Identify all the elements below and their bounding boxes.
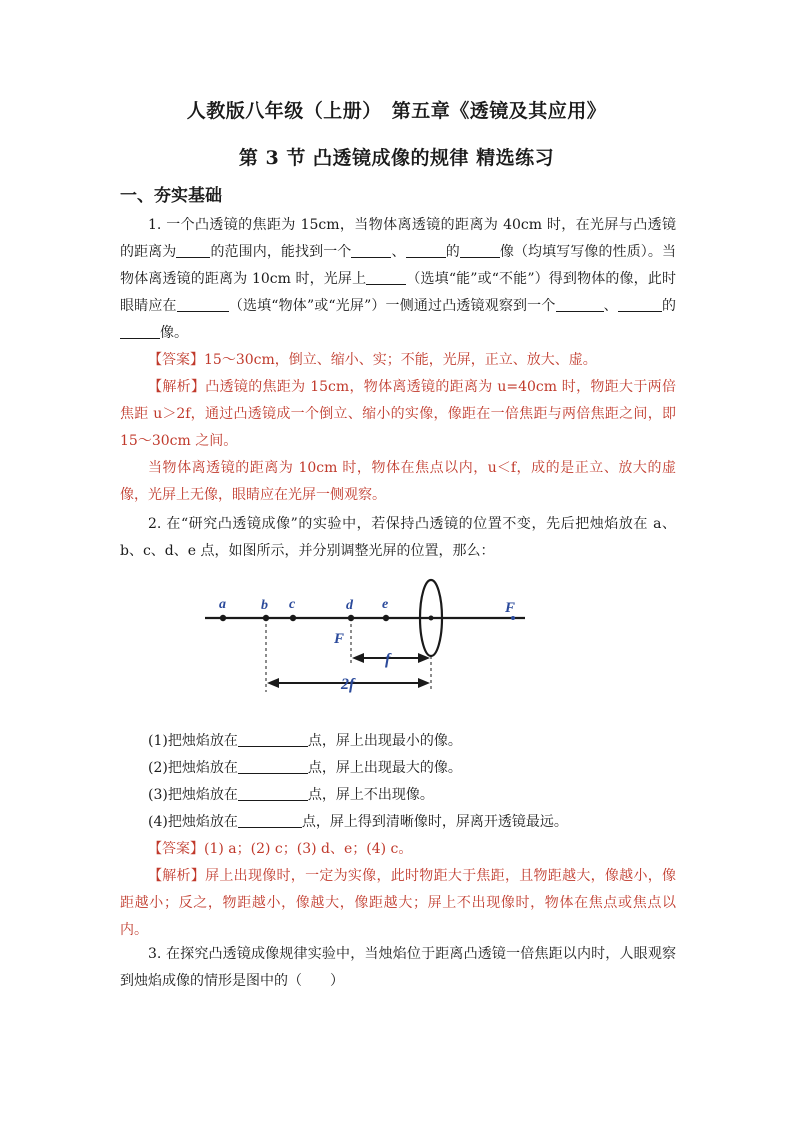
answer-label: 【答案】 [148,352,204,368]
answer-blank[interactable] [238,759,308,774]
2f-label: 2f [341,676,355,693]
q2-analysis [120,863,676,944]
q1-text: （选填“物体”或“光屏”）一侧通过凸透镜观察到一个 [228,298,556,314]
point-label-d: d [346,598,353,613]
q1-text: 的范围内，能找到一个 [210,244,352,260]
analysis-text: 当物体离透镜的距离为 10cm 时，物体在焦点以内，u＜f，成的是正立、放大的虚像，光屏上无像，眼睛应在光屏一侧观察。 [120,460,676,503]
q2-stem: 2. 在“研究凸透镜成像”的实验中，若保持凸透镜的位置不变，先后把烛焰放在 a、b、c、d、e 点，如图所示，并分别调整光屏的位置，那么： [120,516,676,559]
q1-text: （选填“能”或“不能”）得到物体的像，此时眼睛应在 [120,271,676,314]
analysis-text: 屏上出现像时，一定为实像，此时物距大于焦距，且物距越大，像越小，像距越小；反之，物距越小，像越大，像距越大；屏上不出现像时，物体在焦点或焦点以内。 [120,868,677,938]
point-label-c: c [289,597,296,612]
focus-label-right: F [505,600,516,616]
q1-analysis [120,374,676,455]
answer-text: (1) a；(2) c；(3) d、e；(4) c。 [204,841,413,857]
point-d-dot [348,615,354,621]
answer-text: 15～30cm，倒立、缩小、实；不能，光屏，正立、放大、虚。 [204,352,597,368]
point-label-a: a [219,597,226,612]
arrowhead-icon [267,678,279,688]
sub-text: (2)把烛焰放在 [148,760,238,776]
document-subtitle: 第 3 节 凸透镜成像的规律 精选练习 [238,147,555,169]
q3-stem: 3. 在探究凸透镜成像规律实验中，当烛焰位于距离凸透镜一倍焦距以内时，人眼观察到烛焰成像的情形是图中的（ ） [120,946,676,989]
answer-blank[interactable] [351,243,391,258]
q1-analysis-cont [120,455,676,509]
q2-sub-1 [148,731,462,751]
point-b-dot [263,615,269,621]
arrowhead-icon [418,678,430,688]
answer-blank[interactable] [460,243,500,258]
answer-blank[interactable] [177,297,229,312]
question-1 [120,212,676,347]
point-label-e: e [382,597,389,612]
q1-text: 、 [391,244,406,260]
f-label: f [385,651,391,668]
analysis-label: 【解析】 [148,868,206,884]
point-a-dot [220,615,226,621]
sub-text: 点，屏上出现最小的像。 [307,733,462,749]
focus-label-left: F [334,631,345,647]
sub-text: 点，屏上不出现像。 [307,787,434,803]
answer-blank[interactable] [176,243,210,258]
answer-blank[interactable] [618,297,662,312]
analysis-label: 【解析】 [148,379,206,395]
q1-text: 像。 [160,325,188,341]
point-e-dot [383,615,389,621]
section-heading: 一、夯实基础 [120,186,222,206]
q1-text: 、 [603,298,618,314]
sub-text: (3)把烛焰放在 [148,787,238,803]
q2-sub-3 [148,785,434,805]
q2-answer [120,836,676,863]
lens-center-dot [429,616,434,621]
sub-text: 点，屏上得到清晰像时，屏离开透镜最远。 [301,814,568,830]
focus-right-dot [511,616,515,620]
q2-sub-4 [148,812,568,832]
lens-diagram [195,570,535,700]
answer-blank[interactable] [556,297,604,312]
question-3 [120,941,676,995]
sub-text: 点，屏上出现最大的像。 [307,760,462,776]
question-2 [120,511,676,565]
q1-text: 的 [661,298,677,314]
q1-text: 的 [445,244,460,260]
analysis-text: 凸透镜的焦距为 15cm，物体离透镜的距离为 u=40cm 时，物距大于两倍焦距 u＞2f，通过凸透镜成一个倒立、缩小的实像，像距在一倍焦距与两倍焦距之间，即 15～30cm 之间。 [120,379,677,449]
answer-label: 【答案】 [148,841,204,857]
sub-text: (1)把烛焰放在 [148,733,238,749]
answer-blank[interactable] [406,243,446,258]
q1-text: 1. 一个凸透镜的焦距为 15cm，当物体离透镜的距离为 40cm 时，在光屏与凸透镜的距离为 [120,217,676,260]
answer-blank[interactable] [238,732,308,747]
point-c-dot [290,615,296,621]
q2-sub-2 [148,758,462,778]
q1-answer [120,347,676,374]
answer-blank[interactable] [238,813,302,828]
arrowhead-icon [352,653,364,663]
point-label-b: b [261,598,268,613]
document-title: 人教版八年级（上册） 第五章《透镜及其应用》 [186,100,607,122]
sub-text: (4)把烛焰放在 [148,814,238,830]
answer-blank[interactable] [366,270,406,285]
q1-text: 像（均填写写像的性质）。当物体离透镜的距离为 10cm 时，光屏上 [120,244,676,287]
answer-blank[interactable] [238,786,308,801]
answer-blank[interactable] [120,324,160,339]
